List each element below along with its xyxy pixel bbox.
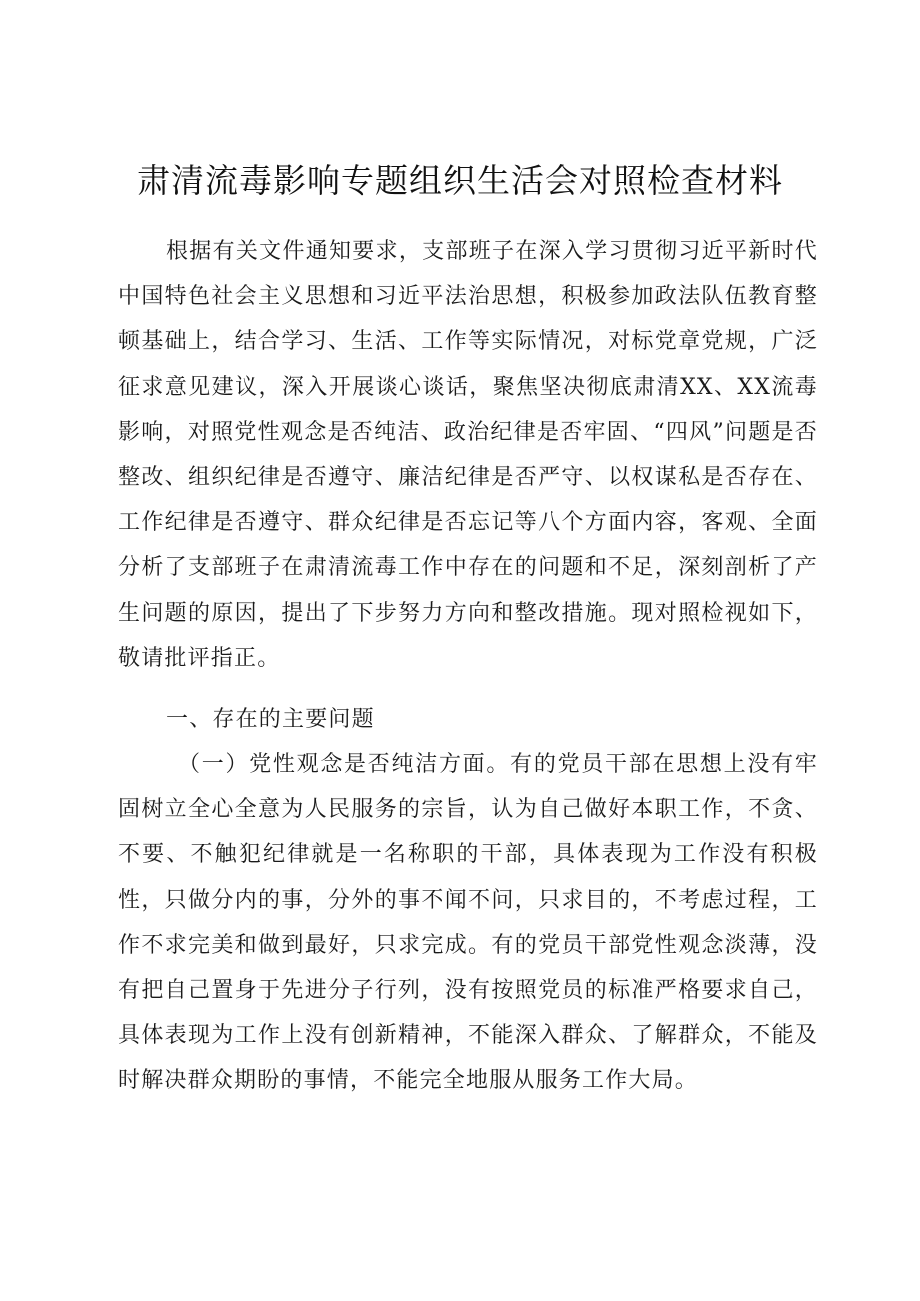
section-heading: 一、存在的主要问题 [166,707,375,732]
document-title: 肃清流毒影响专题组织生活会对照检查材料 [137,161,783,200]
subsection-paragraph: （一）党性观念是否纯洁方面。有的党员干部在思想上没有牢固树立全心全意为人民服务的宗旨，认为自己做好本职工作，不贪、不要、不触犯纪律就是一名称职的干部，具体表现为工作没有积极性，只做分内的事，分外的事不闻不问，只求目的，不考虑过程，工作不求完美和做到最好，只求完成。有的党员干部党性观念淡薄，没有把自己置身于先进分子行列，没有按照党员的标准严格要求自己，具体表现为工作上没有创新精神，不能深入群众、了解群众，不能及时解决群众期盼的事情，不能完全地服从服务工作大局。 [118,752,818,1094]
intro-paragraph: 根据有关文件通知要求，支部班子在深入学习贯彻习近平新时代中国特色社会主义思想和习近平法治思想，积极参加政法队伍教育整顿基础上，结合学习、生活、工作等实际情况，对标党章党规，广泛征求意见建议，深入开展谈心谈话，聚焦坚决彻底肃清XX、XX流毒影响，对照党性观念是否纯洁、政治纪律是否牢固、“四风”问题是否整改、组织纪律是否遵守、廉洁纪律是否严守、以权谋私是否存在、工作纪律是否遵守、群众纪律是否忘记等八个方面内容，客观、全面分析了支部班子在肃清流毒工作中存在的问题和不足，深刻剖析了产生问题的原因，提出了下步努力方向和整改措施。现对照检视如下，敬请批评指正。 [118,239,818,671]
